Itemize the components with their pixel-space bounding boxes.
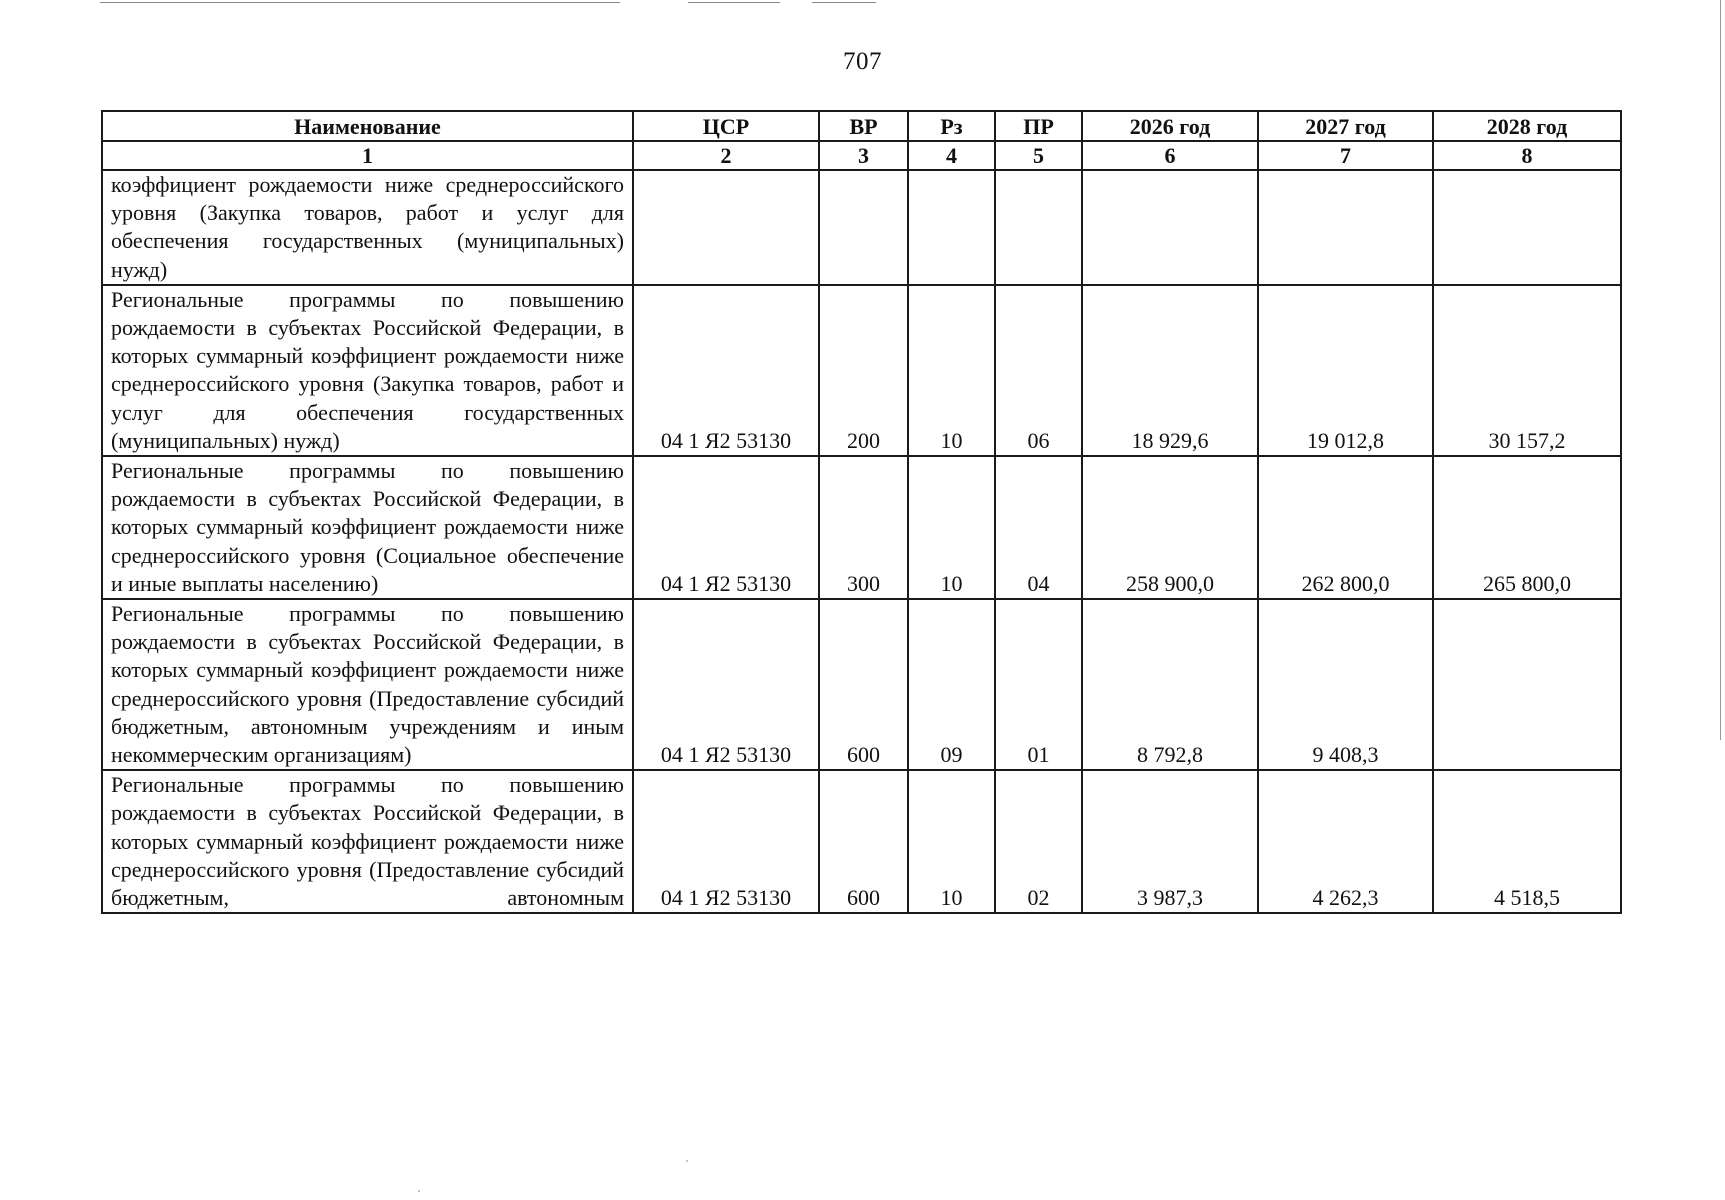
row-vr: 200 (819, 285, 908, 456)
column-number: 2 (633, 141, 819, 170)
row-rz: 10 (908, 285, 995, 456)
table-row (102, 599, 1621, 770)
row-rz (908, 170, 995, 285)
row-name: Региональные программы по повышению рождаемости в субъектах Российской Федерации, в которых суммарный коэффициент рождаемости ниже среднероссийского уровня (Закупка товаров, работ и услуг для обеспечения государственных (муниципальных) нужд) (102, 285, 633, 456)
scan-speck (418, 1190, 420, 1192)
row-2027: 19 012,8 (1258, 285, 1433, 456)
header-pr: ПР (995, 111, 1082, 141)
scan-edge (1720, 0, 1721, 740)
header-name: Наименование (102, 111, 633, 141)
row-2028 (1433, 599, 1621, 770)
column-number-row (102, 141, 1621, 170)
row-2026: 3 987,3 (1082, 770, 1258, 913)
row-name: Региональные программы по повышению рождаемости в субъектах Российской Федерации, в которых суммарный коэффициент рождаемости ниже среднероссийского уровня (Предоставление субсидий бюджетным, автономным (102, 770, 633, 913)
header-2026: 2026 год (1082, 111, 1258, 141)
column-number: 3 (819, 141, 908, 170)
scan-speck (686, 1160, 688, 1162)
row-2026: 8 792,8 (1082, 599, 1258, 770)
column-number: 5 (995, 141, 1082, 170)
row-2027: 9 408,3 (1258, 599, 1433, 770)
row-rz: 10 (908, 456, 995, 599)
row-pr: 01 (995, 599, 1082, 770)
header-rz: Рз (908, 111, 995, 141)
row-2026: 18 929,6 (1082, 285, 1258, 456)
table-header (102, 111, 1621, 170)
header-csr: ЦСР (633, 111, 819, 141)
row-2026: 258 900,0 (1082, 456, 1258, 599)
header-row (102, 111, 1621, 141)
row-csr: 04 1 Я2 53130 (633, 599, 819, 770)
table-row (102, 456, 1621, 599)
row-pr: 02 (995, 770, 1082, 913)
table-row (102, 770, 1621, 913)
header-2027: 2027 год (1258, 111, 1433, 141)
row-csr: 04 1 Я2 53130 (633, 770, 819, 913)
header-vr: ВР (819, 111, 908, 141)
row-pr: 04 (995, 456, 1082, 599)
budget-table (101, 110, 1622, 914)
row-rz: 10 (908, 770, 995, 913)
row-2027: 4 262,3 (1258, 770, 1433, 913)
scan-line-right (812, 2, 876, 3)
row-rz: 09 (908, 599, 995, 770)
table-row (102, 170, 1621, 285)
row-vr: 600 (819, 770, 908, 913)
row-vr: 300 (819, 456, 908, 599)
scan-line-left (100, 2, 620, 3)
row-vr (819, 170, 908, 285)
column-number: 1 (102, 141, 633, 170)
row-2028 (1433, 170, 1621, 285)
row-csr: 04 1 Я2 53130 (633, 456, 819, 599)
page-number: 707 (843, 48, 882, 75)
column-number: 6 (1082, 141, 1258, 170)
row-2028: 30 157,2 (1433, 285, 1621, 456)
row-2026 (1082, 170, 1258, 285)
row-name: Региональные программы по повышению рождаемости в субъектах Российской Федерации, в которых суммарный коэффициент рождаемости ниже среднероссийского уровня (Социальное обеспечение и иные выплаты населению) (102, 456, 633, 599)
row-2028: 4 518,5 (1433, 770, 1621, 913)
column-number: 4 (908, 141, 995, 170)
row-2027: 262 800,0 (1258, 456, 1433, 599)
scan-line-middle (688, 2, 780, 3)
row-2027 (1258, 170, 1433, 285)
table-row (102, 285, 1621, 456)
row-csr: 04 1 Я2 53130 (633, 285, 819, 456)
row-vr: 600 (819, 599, 908, 770)
row-pr (995, 170, 1082, 285)
table-body (102, 170, 1621, 913)
header-2028: 2028 год (1433, 111, 1621, 141)
row-name: коэффициент рождаемости ниже среднероссийского уровня (Закупка товаров, работ и услуг для обеспечения государственных (муниципальных) нужд) (102, 170, 633, 285)
column-number: 8 (1433, 141, 1621, 170)
row-csr (633, 170, 819, 285)
row-2028: 265 800,0 (1433, 456, 1621, 599)
row-pr: 06 (995, 285, 1082, 456)
row-name: Региональные программы по повышению рождаемости в субъектах Российской Федерации, в которых суммарный коэффициент рождаемости ниже среднероссийского уровня (Предоставление субсидий бюджетным, автономным учреждениям и иным некоммерческим организациям) (102, 599, 633, 770)
column-number: 7 (1258, 141, 1433, 170)
